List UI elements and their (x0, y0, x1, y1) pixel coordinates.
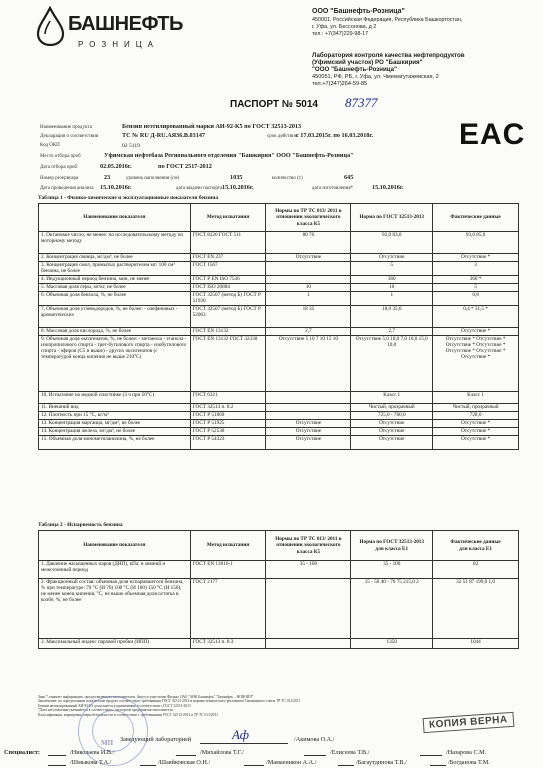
specialist-name: /Мамаеникон А.А./ (266, 759, 317, 766)
specialist-name: /Николаева И.В./ (70, 749, 115, 756)
cell-fact: 32 51 87 199,0 1,0 (433, 579, 519, 639)
footnote: *Дата изготовления указывается в соответствии с паспортом предприятия-изготовителя (38, 708, 173, 713)
signature-line (338, 765, 354, 766)
cell-fact: Отсутствие * (433, 428, 519, 436)
address-line: г. Уфа, ул. Бессонова, д 2 (312, 24, 377, 30)
cell-fact: 3 (433, 262, 519, 276)
cell-method: ГОСТ 32507 (метод Б) ГОСТ Р 51930 (190, 292, 266, 306)
lab-line: "ООО "Башнефть-Розница" (312, 66, 398, 74)
table-row (39, 276, 519, 284)
sample-date-label: Дата отбора проб (40, 165, 78, 170)
footnote: Знак * означает информацию, предоставленную изготовителем. Закуп осуществлен Филиал ОАО "АНК Башнефть" "Башнефть – НОВОЙЛ" (38, 695, 254, 699)
col-subheader: для класса Е1 (375, 545, 409, 552)
cell-method: ГОСТ 6321 (190, 392, 266, 404)
col-header: Фактические данные (433, 204, 519, 232)
cell-method: ГОСТ 32507 (метод Б) ГОСТ Р 52063 (190, 306, 266, 328)
lab-line: тел.+7(347)264-59-85 (312, 80, 368, 87)
evaporation-table (38, 530, 519, 649)
cell-tr: Отсутствие (266, 436, 351, 450)
table-row (39, 404, 519, 412)
cell-name: 13. Концентрация марганца, мг/дм³, не более (39, 420, 191, 428)
sample-date-value: 02.05.2016г. (100, 163, 132, 170)
signature-line (48, 765, 66, 766)
cell-fact: 1044 (433, 639, 519, 649)
level-label: уровень наполнения (см) (126, 176, 180, 181)
cell-gost: Отсутствие (351, 254, 433, 262)
cell-name: 6. Объемная доля бензола, %, не более (39, 292, 191, 306)
bashneft-logo (38, 6, 183, 58)
table2-body (39, 561, 519, 649)
cell-fact: 728,0 (433, 412, 519, 420)
cell-fact: Отсутствие * (433, 436, 519, 450)
table2-title: Таблица 2 - Испаряемость бензина (38, 522, 123, 528)
table-row (39, 428, 519, 436)
place-value: Уфимская нефтебаза Регионального отделения "Башкирия" ООО "Башнефть-Розница" (104, 152, 354, 159)
head-name: /Акимова О.А./ (294, 736, 335, 743)
cell-gost: Отсутствие 5,0 10,0 7,0 10,0 15,0 10,0 (351, 336, 433, 392)
brand-sub: РОЗНИЦА (78, 40, 159, 49)
cell-gost: 92,0 83,0 (351, 232, 433, 254)
cell-name: 12. Плотность при 15 °С, кг/м³ (39, 412, 191, 420)
specialist-name: /Елисеева Т.В./ (330, 749, 370, 756)
cell-tr: Отсутствие (266, 428, 351, 436)
handwritten-number: 87377 (345, 95, 378, 110)
cell-fact: 0,4 * 31,5 * (433, 306, 519, 328)
issue-date-label: дата выдачи паспорта (176, 186, 223, 191)
cell-gost: 1350 (351, 639, 433, 649)
copy-stamp: КОПИЯ ВЕРНА (423, 712, 515, 733)
test-date-label: Дата проведения анализа (40, 186, 94, 191)
cell-name: 5. Массовая доля серы, мг/кг, не более (39, 284, 191, 292)
cell-name: 7. Объемная доля углеводородов, %, не более: - олефиновых - ароматических (39, 306, 191, 328)
cell-method: ГОСТ ISO 20884 (190, 284, 266, 292)
specialist-name: /Богданова Т.М. (448, 759, 490, 766)
cell-gost: 1 (351, 292, 433, 306)
passport-title: ПАСПОРТ № 5014 (230, 99, 318, 110)
tank-label: Номер резервуара (40, 176, 79, 181)
manuf-date-label: дата изготовления* (312, 186, 354, 191)
cell-name: 1. Октановое число, не менее: по исследовательскому методу по моторному методу (39, 232, 191, 254)
cell-tr (266, 404, 351, 412)
footnote: Заключение: по определенным показателям продукт соответствует требованиям ГОСТ 32513-2013 и нормам технического регламента Таможенного союза ТР ТС 013/2011 (38, 699, 301, 704)
cell-tr: 80 76 (266, 232, 351, 254)
table1-title: Таблица 1 - Физико-химические и эксплуатационные показатели бензина (38, 195, 219, 201)
col-header: Метод испытания (190, 204, 266, 232)
cell-fact: Отсутствие * (433, 420, 519, 428)
cell-tr: 18 35 (266, 306, 351, 328)
col-header-text: Норма по ГОСТ 32513-2013 (359, 539, 424, 546)
cell-tr: Отсутствие 5 10 7 10 15 10 (266, 336, 351, 392)
table-row (39, 328, 519, 336)
product-label: Наименование продукта (40, 125, 92, 130)
specialist-name: /Шавйковская О.Н./ (158, 759, 211, 766)
cell-fact: 360 * (433, 276, 519, 284)
cell-name: 9. Объемная доля оксигенатов, %, не более: - метанола - этанола - изопропилового спирта - трет-бутилового спирта - изобутилового спирта - эфиров (С5 и выше) - других оксигенатов (с температурой конца кипения не выше 210°С) (39, 336, 191, 392)
declaration-label: Декларация о соответствии (40, 134, 99, 139)
cell-tr: 1 (266, 292, 351, 306)
brand-name: БАШНЕФТЬ (68, 13, 183, 35)
cell-method: ГОСТ 32513 п. 8.3 (190, 639, 266, 649)
signature-line (420, 755, 442, 756)
address-line: 450001, Российская Федерация, Республика Башкортостан, (312, 17, 463, 23)
table-row (39, 436, 519, 450)
table-row (39, 232, 519, 254)
specialist-name: /Михайлова Т.Г./ (200, 749, 244, 756)
cell-fact: Класс 1 (433, 392, 519, 404)
cell-gost: Чистый, прозрачный (351, 404, 433, 412)
lab-title: Лаборатория контроля качества нефтепродуктов (312, 52, 465, 59)
head-label: Заведующий лабораторией (120, 736, 192, 743)
table-row (39, 306, 519, 328)
cell-method: ГОСТ EN 237 (190, 254, 266, 262)
place-label: Место отбора проб (40, 154, 81, 159)
cell-fact: 5 (433, 284, 519, 292)
qty-value: 645 (344, 174, 354, 181)
lab-block (312, 52, 532, 88)
cell-name: 11. Внешний вид (39, 404, 191, 412)
cell-tr: Отсутствие (266, 254, 351, 262)
signature-line (244, 765, 264, 766)
company-address (312, 17, 532, 38)
qty-label: количество (т) (272, 176, 303, 181)
cell-method: ГОСТ 1567 (190, 262, 266, 276)
company-name: ООО "Башнефть-Розница" (312, 8, 405, 15)
cell-method: ГОСТ EN 13132 ГОСТ 32338 (190, 336, 266, 392)
eac-mark: EAC (459, 118, 526, 151)
col-header-text: Фактические данные (450, 539, 501, 546)
stamp-mp-text: МП (101, 739, 114, 747)
sampling-gost: по ГОСТ 2517-2012 (158, 163, 212, 170)
validity-label: срок действия (267, 134, 298, 139)
cell-name: 2. Фракционный состав: объемная доля испарившегося бензина, % при температуре: 70 °С (И 70) 100 °С (И 100) 150 °С (И 150), не менее конец кипения, °С, не выше объемная доля остатка в колбе, %, не более (39, 579, 191, 639)
okp-label: Код ОКП (40, 143, 60, 148)
col-subheader: для класса Е1 (459, 545, 492, 552)
table-row (39, 262, 519, 276)
test-date-value: 15.10.2016г. (100, 184, 132, 191)
cell-gost: 18,0 35,0 (351, 306, 433, 328)
cell-fact: Чистый, прозрачный (433, 404, 519, 412)
cell-method: ГОСТ Р 51925 (190, 420, 266, 428)
cell-name: 1. Давление насыщенных паров (ДНП), кПа: в зимний и межсезонный период (39, 561, 191, 579)
col-header (351, 531, 433, 561)
signature-line (176, 755, 196, 756)
cell-method: ГОСТ Р 54323 (190, 436, 266, 450)
col-header: Норма по ГОСТ 32513-2013 (351, 204, 433, 232)
cell-name: 3. Концентрация смол, промытых растворителем мг/ 100 см³ бензина, не более (39, 262, 191, 276)
cell-gost: 725,0 - 780,0 (351, 412, 433, 420)
cell-method: ГОСТ 2177 (190, 579, 266, 639)
cell-fact: 93,0 85,0 (433, 232, 519, 254)
cell-gost: 360 (351, 276, 433, 284)
cell-name: 14. Концентрация железа, мг/дм³, не более (39, 428, 191, 436)
col-header: Метод испытания (190, 531, 266, 561)
cell-fact: Отсутствие * (433, 254, 519, 262)
cell-tr: 2,7 (266, 328, 351, 336)
table-row (39, 254, 519, 262)
cell-gost: Отсутствие (351, 428, 433, 436)
cell-fact: 82 (433, 561, 519, 579)
cell-name: 2. Концентрация свинца, мг/дм³, не более (39, 254, 191, 262)
tank-value: 23 (104, 174, 111, 181)
okp-value: 02 5119 (122, 143, 140, 149)
physchem-table (38, 203, 519, 450)
table-row (39, 561, 519, 579)
cell-gost: Класс 1 (351, 392, 433, 404)
cell-tr (266, 639, 351, 649)
cell-method: ГОСТ Р 51069 (190, 412, 266, 420)
specialists-label: Специалист: (4, 749, 40, 756)
cell-gost: 35 - 100 (351, 561, 433, 579)
cell-tr (266, 412, 351, 420)
cell-tr: 35 - 100 (266, 561, 351, 579)
col-header: Наименование показателя (39, 531, 191, 561)
cell-method: ГОСТ EN 13016-1 (190, 561, 266, 579)
signature-line (200, 743, 288, 744)
cell-gost: Отсутствие (351, 436, 433, 450)
table-row (39, 639, 519, 649)
table-row (39, 412, 519, 420)
cell-fact: Отсутствие * (433, 328, 519, 336)
signature-line (48, 755, 66, 756)
cell-method: ГОСТ EN 13132 (190, 328, 266, 336)
footnote: Бензин неэтилированный АИ-92-К5 допускается к применению в соответствии с ГОСТ 32513-2013 (38, 703, 191, 708)
cell-method: ГОСТ Р 52530 (190, 428, 266, 436)
table-row (39, 420, 519, 428)
col-header (433, 531, 519, 561)
cell-gost: 15 - 50 40 - 70 75 215,0 2 (351, 579, 433, 639)
cell-tr (266, 276, 351, 284)
signature-line (430, 765, 446, 766)
cell-name: 8. Массовая доля кислорода, %, не более (39, 328, 191, 336)
lab-line: 450051, РФ, РБ, г. Уфа, ул. Чмемагутажевская, 2 (312, 73, 439, 80)
signature-line (140, 765, 156, 766)
footnote: Классификация, маркировка, меры безопасности в соответствии с требованиями ГОСТ 32513-2013 и ТР ТС 013/2011 (38, 712, 218, 717)
cell-gost: 5 (351, 262, 433, 276)
cell-name: 4. Индукционный период бензина, мин, не менее (39, 276, 191, 284)
declaration-value: ТС № RU Д-RU.АЯ36.В.03147 (122, 132, 206, 139)
cell-method: ГОСТ 32513 п. 8.2 (190, 404, 266, 412)
address-line: тел.: +7(347)229-98-17 (312, 31, 369, 37)
cell-fact: 0,8 (433, 292, 519, 306)
lab-line: (Уфимский участок) РО "Башкирия" (312, 59, 423, 67)
validity-value: с 17.03.2015г. по 16.03.2018г. (296, 132, 374, 139)
table-row (39, 392, 519, 404)
cell-name: 15. Объемная доля монометиланилина, %, не более (39, 436, 191, 450)
issue-date-value: 15.10.2016г. (222, 184, 254, 191)
table-row (39, 284, 519, 292)
cell-gost: 10 (351, 284, 433, 292)
col-header: Нормы по ТР ТС 013/ 2011 в отношении экологического класса К5 (266, 531, 351, 561)
col-header: Нормы по ТР ТС 013/ 2011 в отношении экологического класса К5 (266, 204, 351, 232)
cell-tr (266, 579, 351, 639)
cell-name: 3. Максимальный индекс паровой пробки (ИПП) (39, 639, 191, 649)
cell-method: ГОСТ Р EN ISO 7536 (190, 276, 266, 284)
cell-tr: 10 (266, 284, 351, 292)
signature-line (304, 755, 326, 756)
col-header: Наименование показателя (39, 204, 191, 232)
cell-method: ГОСТ 8226 ГОСТ 511 (190, 232, 266, 254)
table-row (39, 336, 519, 392)
specialist-name: /Шмыкова Т.А./ (70, 759, 112, 766)
table1-body (39, 232, 519, 450)
table-row (39, 292, 519, 306)
level-value: 1035 (230, 174, 243, 181)
cell-gost: Отсутствие (351, 420, 433, 428)
cell-tr (266, 262, 351, 276)
cell-gost: 2,7 (351, 328, 433, 336)
cell-name: 10. Испытание на медной пластинке (3 ч при 50°С) (39, 392, 191, 404)
head-signature: Аф (232, 727, 249, 742)
manuf-date-value: 15.10.2016г. (372, 184, 404, 191)
drop-logo-icon (34, 6, 68, 46)
cell-tr: Отсутствие (266, 420, 351, 428)
cell-tr (266, 392, 351, 404)
table-row (39, 579, 519, 639)
specialist-name: /Назарова С.М. (446, 749, 487, 756)
product-value: Бензин неэтилированный марки АИ-92-К5 по ГОСТ 32513-2013 (122, 123, 302, 130)
cell-fact: Отсутствие * Отсутствие * Отсутствие * Отсутствие * Отсутствие * Отсутствие * Отсутствие * (433, 336, 519, 392)
specialist-name: /Багаутдинова Т.В./ (356, 759, 407, 766)
